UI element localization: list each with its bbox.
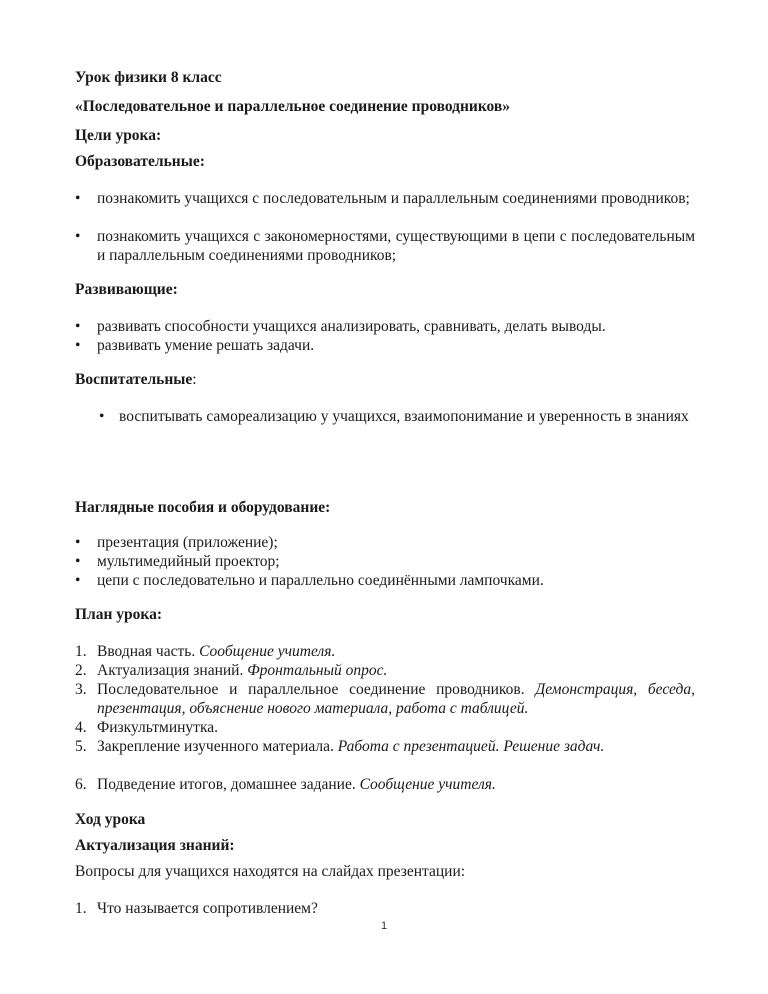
upbringing-item-text: воспитывать самореализацию у учащихся, взаимопонимание и уверенность в знаниях xyxy=(119,408,689,425)
bullet-icon: • xyxy=(75,572,81,589)
developing-heading: Развивающие: xyxy=(75,281,178,298)
bullet-icon: • xyxy=(75,190,81,207)
developing-item-text: развивать умение решать задачи. xyxy=(97,337,315,354)
equipment-item-text: цепи с последовательно и параллельно соединёнными лампочками. xyxy=(97,572,544,589)
plan-item-number: 3. xyxy=(75,681,87,698)
plan-item-text: Физкультминутка. xyxy=(97,719,219,736)
bullet-icon: • xyxy=(75,553,81,570)
equipment-heading: Наглядные пособия и оборудование: xyxy=(75,499,331,516)
lesson-course-heading: Ход урока xyxy=(75,811,146,828)
plan-item-text: Последовательное и параллельное соединение проводников. xyxy=(97,681,536,698)
plan-item-method: Фронтальный опрос. xyxy=(247,662,388,679)
plan-item-text: Вводная часть. xyxy=(97,643,200,660)
knowledge-update-heading: Актуализация знаний: xyxy=(75,837,235,854)
plan-item-number: 4. xyxy=(75,719,87,736)
plan-heading: План урока: xyxy=(75,606,163,623)
plan-item-number: 5. xyxy=(75,738,87,755)
lesson-topic: «Последовательное и параллельное соединение проводников» xyxy=(75,98,511,115)
plan-item-number: 1. xyxy=(75,643,87,660)
goals-heading: Цели урока: xyxy=(75,127,162,144)
equipment-item-text: мультимедийный проектор; xyxy=(97,553,280,570)
equipment-item-text: презентация (приложение); xyxy=(97,534,278,551)
plan-item-method: Сообщение учителя. xyxy=(199,643,336,660)
bullet-icon: • xyxy=(75,228,81,245)
bullet-icon: • xyxy=(75,318,81,335)
educational-item-text: познакомить учащихся с последовательным и параллельным соединениями проводников; xyxy=(97,190,690,207)
lesson-title: Урок физики 8 класс xyxy=(75,69,222,86)
plan-item-method: Работа с презентацией. Решение задач. xyxy=(337,738,605,755)
bullet-icon: • xyxy=(99,408,105,425)
bullet-icon: • xyxy=(75,337,81,354)
page-number: 1 xyxy=(380,920,388,932)
plan-item-number: 2. xyxy=(75,662,87,679)
developing-item-text: развивать способности учащихся анализировать, сравнивать, делать выводы. xyxy=(97,318,606,335)
upbringing-heading-line xyxy=(75,370,197,389)
questions-intro: Вопросы для учащихся находятся на слайдах презентации: xyxy=(75,863,466,880)
upbringing-heading-colon: : xyxy=(192,371,197,388)
question-text: Что называется сопротивлением? xyxy=(97,900,318,917)
educational-item-text: познакомить учащихся с закономерностями, существующими в цепи с последовательным и параллельным соединениями проводников; xyxy=(97,228,695,264)
plan-item-text: Актуализация знаний. xyxy=(97,662,248,679)
upbringing-heading: Воспитательные xyxy=(75,371,193,388)
plan-item-method: Демонстрация, беседа, презентация, объяснение нового материала, работа с таблицей. xyxy=(97,681,695,717)
educational-heading: Образовательные: xyxy=(75,153,205,170)
question-number: 1. xyxy=(75,900,87,917)
plan-item-text: Закрепление изученного материала. xyxy=(97,738,338,755)
plan-item-text: Подведение итогов, домашнее задание. xyxy=(97,776,360,793)
plan-item-method: Сообщение учителя. xyxy=(359,776,496,793)
bullet-icon: • xyxy=(75,534,81,551)
plan-item-number: 6. xyxy=(75,776,87,793)
